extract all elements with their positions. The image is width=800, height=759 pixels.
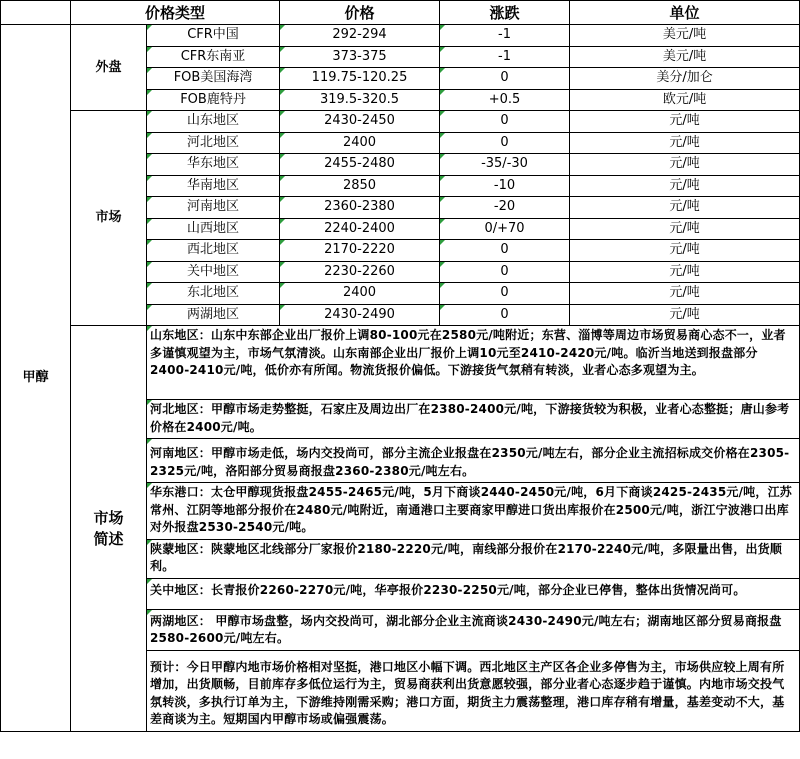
row-unit: 美分/加仑 [570,68,800,90]
table-row [1,25,800,47]
row-type: 华南地区 [147,175,280,197]
row-price: 2230-2260 [280,261,440,283]
row-type: 河南地区 [147,197,280,219]
row-type: FOB美国海湾 [147,68,280,90]
row-unit: 元/吨 [570,154,800,176]
row-change: 0 [440,132,570,154]
summary-hebei: 河北地区：甲醇市场走势整挺，石家庄及周边出厂在2380-2400元/吨，下游接货较为积极，业者心态整挺；唐山参考价格在2400元/吨。 [147,400,800,439]
header-price-type: 价格类型 [71,1,280,25]
row-unit: 元/吨 [570,261,800,283]
row-price: 2850 [280,175,440,197]
row-type: 两湖地区 [147,304,280,326]
row-type: 东北地区 [147,283,280,305]
group-foreign: 外盘 [71,25,147,111]
row-price: 2170-2220 [280,240,440,262]
summary-guanzhong: 关中地区：长青报价2260-2270元/吨，华亭报价2230-2250元/吨，部分企业已停售，整体出货情况尚可。 [147,578,800,609]
row-change: -1 [440,25,570,47]
row-type: 河北地区 [147,132,280,154]
row-type: FOB鹿特丹 [147,89,280,111]
row-unit: 元/吨 [570,304,800,326]
row-type: 华东地区 [147,154,280,176]
row-unit: 元/吨 [570,132,800,154]
summary-forecast: 预计：今日甲醇内地市场价格相对坚挺，港口地区小幅下调。西北地区主产区各企业多停售为主，市场供应较上周有所增加，出货顺畅，目前库存多低位运行为主，贸易商获利出货意愿较强，部分业者心态逐步趋于谨慎。内地市场交投气氛转淡，多执行订单为主，下游维持刚需采购；港口方面，期货主力震荡整理，港口库存稍有增量，基差变动不大，基差商谈为主。短期国内甲醇市场或偏强震荡。 [147,650,800,731]
row-price: 2400 [280,132,440,154]
group-market: 市场 [71,111,147,326]
row-price: 373-375 [280,46,440,68]
row-type: CFR中国 [147,25,280,47]
row-unit: 元/吨 [570,218,800,240]
row-change: 0 [440,261,570,283]
summary-shandong: 山东地区：山东中东部企业出厂报价上调80-100元在2580元/吨附近；东营、淄博等周边市场贸易商心态不一，业者多谨慎观望为主，市场气氛清淡。山东南部企业出厂报价上调10元至2410-2420元/吨。临沂当地送到报盘部分2400-2410元/吨，低价亦有所闻。物流货报价偏低。下游接货气氛稍有转淡，业者心态多观望为主。 [147,326,800,400]
table-header-row [1,1,800,25]
row-unit: 元/吨 [570,175,800,197]
row-price: 2400 [280,283,440,305]
row-price: 292-294 [280,25,440,47]
row-type: 山西地区 [147,218,280,240]
row-unit: 美元/吨 [570,46,800,68]
row-change: 0 [440,111,570,133]
row-price: 119.75-120.25 [280,68,440,90]
row-unit: 美元/吨 [570,25,800,47]
summary-shaanxi-inner-mongolia: 陕蒙地区：陕蒙地区北线部分厂家报价2180-2220元/吨，南线部分报价在2170-2240元/吨，多限量出售，出货顺利。 [147,539,800,578]
row-price: 2360-2380 [280,197,440,219]
row-unit: 元/吨 [570,197,800,219]
group-summary: 市场 简述 [71,326,147,732]
summary-east-china-port: 华东港口：太仓甲醇现货报盘2455-2465元/吨，5月下商谈2440-2450元/吨，6月下商谈2425-2435元/吨，江苏常州、江阴等地部分报价在2480元/吨附近，南通港口主要商家甲醇进口货出库报价在2500元/吨，浙江宁波港口出库对外报盘2530-2540元/吨。 [147,483,800,540]
row-price: 2430-2490 [280,304,440,326]
row-change: -35/-30 [440,154,570,176]
row-type: 关中地区 [147,261,280,283]
row-change: 0 [440,240,570,262]
row-unit: 欧元/吨 [570,89,800,111]
row-change: 0 [440,304,570,326]
row-unit: 元/吨 [570,240,800,262]
product-name: 甲醇 [1,25,71,732]
row-change: +0.5 [440,89,570,111]
row-unit: 元/吨 [570,283,800,305]
header-unit: 单位 [570,1,800,25]
row-type: CFR东南亚 [147,46,280,68]
row-change: -20 [440,197,570,219]
summary-lianghu: 两湖地区： 甲醇市场盘整，场内交投尚可，湖北部分企业主流商谈2430-2490元/吨左右；湖南地区部分贸易商报盘2580-2600元/吨左右。 [147,609,800,650]
table-row [1,111,800,133]
summary-henan: 河南地区：甲醇市场走低，场内交投尚可，部分主流企业报盘在2350元/吨左右，部分企业主流招标成交价格在2305-2325元/吨，洛阳部分贸易商报盘2360-2380元/吨左右。 [147,439,800,483]
row-type: 西北地区 [147,240,280,262]
row-unit: 元/吨 [570,111,800,133]
row-change: -10 [440,175,570,197]
row-change: 0 [440,68,570,90]
row-price: 2430-2450 [280,111,440,133]
row-change: -1 [440,46,570,68]
header-blank [1,1,71,25]
row-change: 0 [440,283,570,305]
row-change: 0/+70 [440,218,570,240]
row-type: 山东地区 [147,111,280,133]
header-change: 涨跌 [440,1,570,25]
row-price: 319.5-320.5 [280,89,440,111]
row-price: 2240-2400 [280,218,440,240]
header-price: 价格 [280,1,440,25]
summary-row [1,326,800,400]
row-price: 2455-2480 [280,154,440,176]
